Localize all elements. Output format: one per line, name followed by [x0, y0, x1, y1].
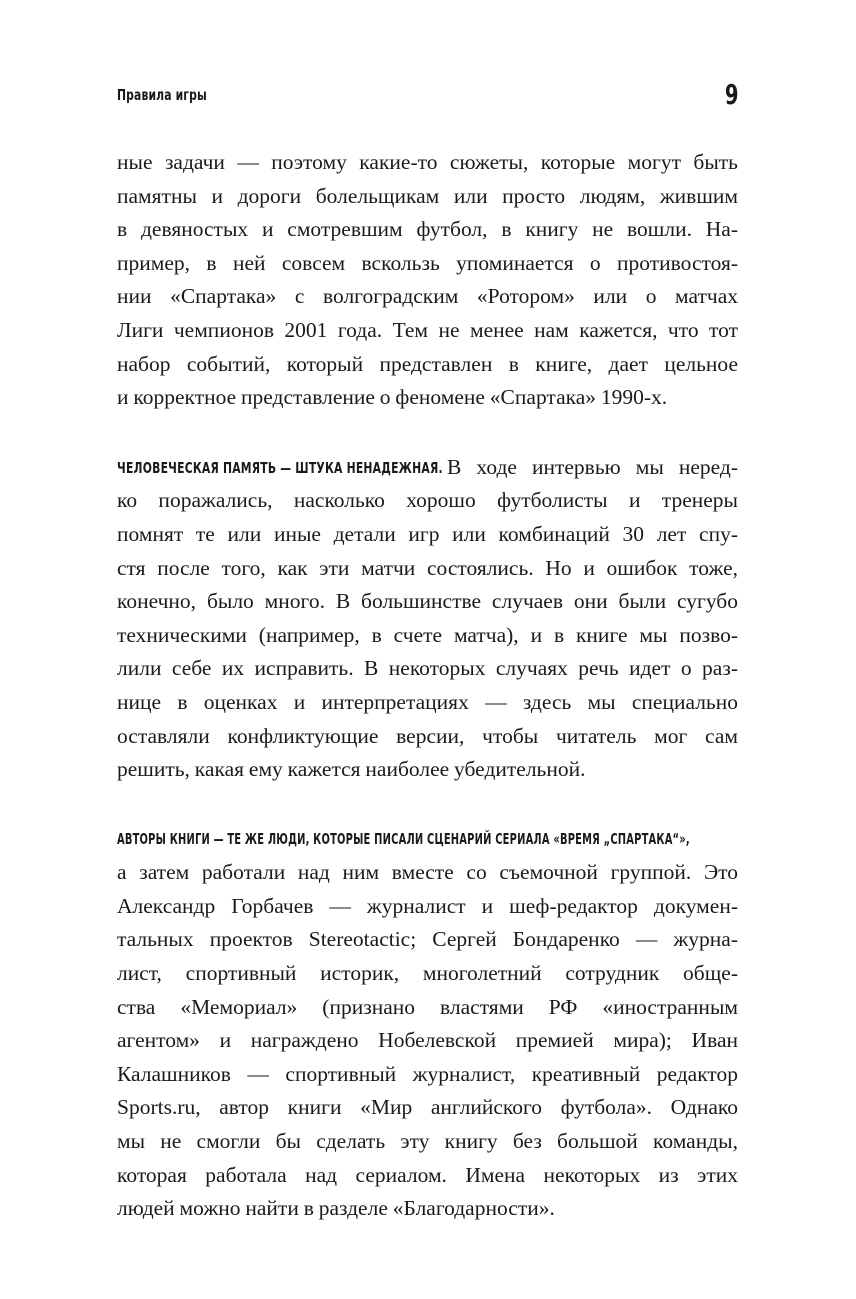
- text-line: мы не смогли бы сделать эту книгу без большой команды,: [117, 1129, 738, 1154]
- text-line: Калашников — спортивный журналист, креативный редактор: [117, 1061, 738, 1086]
- text-line: В ходе интервью мы неред-: [447, 454, 738, 479]
- paragraph-lead-in: АВТОРЫ КНИГИ — ТЕ ЖЕ ЛЮДИ, КОТОРЫЕ ПИСАЛИ СЦЕНАРИЙ СЕРИАЛА «ВРЕМЯ „СПАРТАКА“»,: [117, 829, 690, 848]
- paragraph-3: [117, 823, 738, 1226]
- page-header: [117, 78, 738, 118]
- text-line: набор событий, который представлен в книге, дает цельное: [117, 351, 738, 376]
- text-line: а затем работали над ним вместе со съемочной группой. Это: [117, 860, 738, 885]
- text-line: в девяностых и смотревшим футбол, в книгу не вошли. На-: [117, 217, 738, 242]
- paragraph-1: [117, 146, 738, 415]
- body-text: [117, 146, 738, 1226]
- text-line: агентом» и награждено Нобелевской премией мира); Иван: [117, 1028, 738, 1053]
- text-line: лист, спортивный историк, многолетний сотрудник обще-: [117, 961, 738, 986]
- running-head: Правила игры: [117, 86, 207, 104]
- text-line: нице в оценках и интерпретациях — здесь мы специально: [117, 689, 738, 714]
- lead-line: [117, 823, 738, 857]
- text-line: помнят те или иные детали игр или комбинаций 30 лет спу-: [117, 521, 738, 546]
- text-line: ства «Мемориал» (признано властями РФ «иностранным: [117, 994, 738, 1019]
- text-line: которая работала над сериалом. Имена некоторых из этих: [117, 1162, 738, 1187]
- page-number: 9: [724, 78, 738, 111]
- text-line: людей можно найти в разделе «Благодарности».: [117, 1196, 555, 1221]
- text-line: конечно, было много. В большинстве случаев они были сугубо: [117, 589, 738, 614]
- text-line: тальных проектов Stereotactic; Сергей Бондаренко — журна-: [117, 927, 738, 952]
- text-line: Лиги чемпионов 2001 года. Тем не менее нам кажется, что тот: [117, 317, 738, 342]
- text-line: стя после того, как эти матчи состоялись. Но и ошибок тоже,: [117, 555, 738, 580]
- text-line: нии «Спартака» с волгоградским «Ротором» или о матчах: [117, 284, 738, 309]
- text-line: ные задачи — поэтому какие-то сюжеты, которые могут быть: [117, 150, 738, 174]
- text-line: оставляли конфликтующие версии, чтобы читатель мог сам: [117, 723, 738, 748]
- text-line: и корректное представление о феномене «Спартака» 1990-х.: [117, 385, 668, 410]
- text-line: техническими (например, в счете матча), и в книге мы позво-: [117, 622, 738, 647]
- text-line: Александр Горбачев — журналист и шеф-редактор докумен-: [117, 893, 738, 918]
- text-line: лили себе их исправить. В некоторых случаях речь идет о раз-: [117, 656, 738, 681]
- text-line: пример, в ней совсем вскользь упоминается о противостоя-: [117, 250, 738, 275]
- text-line: Sports.ru, автор книги «Мир английского футбола». Однако: [117, 1095, 738, 1120]
- text-line: памятны и дороги болельщикам или просто людям, жившим: [117, 183, 738, 208]
- lead-line: [117, 451, 738, 485]
- text-line: решить, какая ему кажется наиболее убедительной.: [117, 757, 586, 782]
- paragraph-2: [117, 451, 738, 787]
- text-line: ко поражались, насколько хорошо футболисты и тренеры: [117, 488, 738, 513]
- paragraph-lead-in: ЧЕЛОВЕЧЕСКАЯ ПАМЯТЬ — ШТУКА НЕНАДЕЖНАЯ.: [117, 458, 443, 477]
